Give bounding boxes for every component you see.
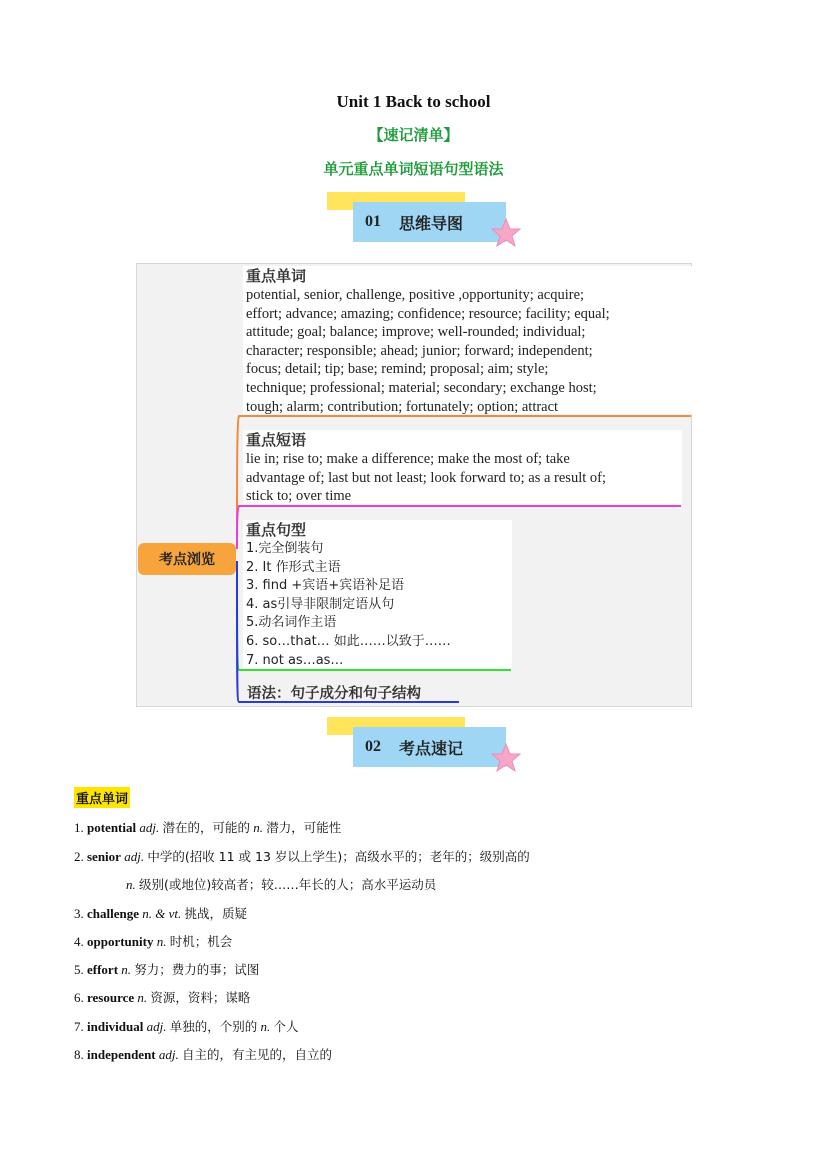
- vocab-definition: 单独的，个别的: [169, 1019, 258, 1034]
- vocab-pos: n. & vt.: [142, 906, 182, 921]
- vocab-definition: 时机；机会: [169, 934, 233, 949]
- vocab-pos: n.: [126, 877, 136, 892]
- key-sentences-line: 4. as引导非限制定语从句: [246, 596, 395, 612]
- subtitle-quick-list: 【速记清单】: [368, 126, 459, 144]
- banner-label: 思维导图: [399, 213, 464, 233]
- vocab-entry: [74, 932, 232, 950]
- vocab-word: opportunity: [87, 934, 154, 949]
- section-banner-keypoints: [327, 717, 522, 775]
- vocab-entry: [74, 818, 341, 836]
- key-sentences-line: 6. so…that… 如此……以致于……: [246, 633, 451, 649]
- vocab-number: 3.: [74, 906, 84, 921]
- key-phrases-box: [243, 430, 682, 504]
- vocab-word: independent: [87, 1047, 156, 1062]
- key-words-line: character; responsible; ahead; junior; forward; independent;: [246, 342, 593, 359]
- key-sentences-line: 7. not as…as…: [246, 652, 344, 668]
- key-phrases-heading: 重点短语: [246, 431, 307, 449]
- vocab-pos: adj.: [139, 820, 160, 835]
- star-icon: [491, 743, 521, 773]
- key-sentences-line: 5.动名词作主语: [246, 615, 337, 631]
- key-sentences-line: 1.完全倒装句: [246, 541, 324, 556]
- vocab-entry: [74, 847, 530, 865]
- vocab-entry: [74, 960, 259, 978]
- grammar-label: 语法：句子成分和句子结构: [247, 686, 421, 702]
- vocab-number: 7.: [74, 1019, 84, 1034]
- vocab-definition: 级别(或地位)较高者；较……年长的人；高水平运动员: [139, 877, 437, 892]
- vocab-entry: [74, 904, 247, 922]
- banner-number: 02: [365, 738, 381, 755]
- key-phrases-line: stick to; over time: [246, 488, 352, 505]
- key-sentences-box: [243, 520, 512, 668]
- vocab-definition-secondary: 个人: [273, 1019, 299, 1034]
- vocab-pos: n.: [156, 934, 167, 949]
- mindmap-root-node: 考点浏览: [138, 543, 236, 575]
- banner-box: [353, 727, 506, 767]
- vocab-pos-secondary: n.: [260, 1019, 271, 1034]
- vocab-entry-continuation: [126, 875, 436, 893]
- star-icon: [491, 218, 521, 248]
- key-sentences-line: 3. find +宾语+宾语补足语: [246, 578, 405, 594]
- key-words-line: effort; advance; amazing; confidence; resource; facility; equal;: [246, 305, 610, 322]
- key-sentences-line: 2. It 作形式主语: [246, 559, 341, 575]
- key-phrases-line: lie in; rise to; make a difference; make the most of; take: [246, 451, 570, 467]
- vocab-definition: 潜在的，可能的: [162, 820, 251, 835]
- vocab-word: potential: [87, 820, 137, 835]
- vocab-word: individual: [87, 1019, 144, 1034]
- vocab-word: resource: [87, 990, 135, 1005]
- vocab-number: 1.: [74, 820, 84, 835]
- vocab-pos: n.: [121, 962, 132, 977]
- section-banner-mindmap: [327, 192, 522, 250]
- vocab-pos: adj.: [146, 1019, 167, 1034]
- vocab-definition-secondary: 潜力，可能性: [266, 820, 342, 835]
- vocab-word: senior: [87, 849, 121, 864]
- vocab-section-badge: 重点单词: [74, 787, 130, 808]
- key-phrases-line: advantage of; last but not least; look forward to; as a result of;: [246, 469, 606, 486]
- key-words-line: tough; alarm; contribution; fortunately; option; attract: [246, 398, 559, 415]
- vocab-word: challenge: [87, 906, 139, 921]
- vocab-definition: 中学的(招收 11 或 13 岁以上学生)；高级水平的；老年的；级别高的: [147, 849, 530, 864]
- vocab-definition: 自主的，有主见的，自立的: [182, 1047, 333, 1062]
- key-words-line: attitude; goal; balance; improve; well-rounded; individual;: [246, 324, 586, 341]
- vocab-word: effort: [87, 962, 119, 977]
- vocab-number: 2.: [74, 849, 84, 864]
- vocab-entry: [74, 1017, 299, 1035]
- key-words-heading: 重点单词: [246, 267, 307, 285]
- vocab-number: 8.: [74, 1047, 84, 1062]
- banner-label: 考点速记: [399, 738, 464, 758]
- vocab-definition: 资源，资料；谋略: [150, 990, 251, 1005]
- key-words-line: focus; detail; tip; base; remind; proposal; aim; style;: [246, 361, 549, 378]
- subtitle-unit-summary: 单元重点单词短语句型语法: [323, 160, 504, 178]
- vocab-definition: 挑战，质疑: [184, 906, 248, 921]
- vocab-pos: adj.: [124, 849, 145, 864]
- key-sentences-heading: 重点句型: [246, 521, 307, 539]
- key-words-box: [243, 266, 692, 414]
- banner-box: [353, 202, 506, 242]
- vocab-entry: [74, 988, 250, 1006]
- vocab-number: 6.: [74, 990, 84, 1005]
- mindmap-panel: [136, 263, 692, 707]
- key-words-line: potential, senior, challenge, positive ,opportunity; acquire;: [246, 287, 585, 303]
- vocab-pos-secondary: n.: [253, 820, 264, 835]
- vocab-entry: [74, 1045, 332, 1063]
- banner-number: 01: [365, 213, 381, 230]
- page-title: Unit 1 Back to school: [336, 92, 491, 111]
- vocab-number: 5.: [74, 962, 84, 977]
- vocab-definition: 努力；费力的事；试图: [134, 962, 260, 977]
- vocab-pos: n.: [137, 990, 148, 1005]
- key-words-line: technique; professional; material; secondary; exchange host;: [246, 379, 597, 396]
- vocab-pos: adj.: [158, 1047, 179, 1062]
- vocab-number: 4.: [74, 934, 84, 949]
